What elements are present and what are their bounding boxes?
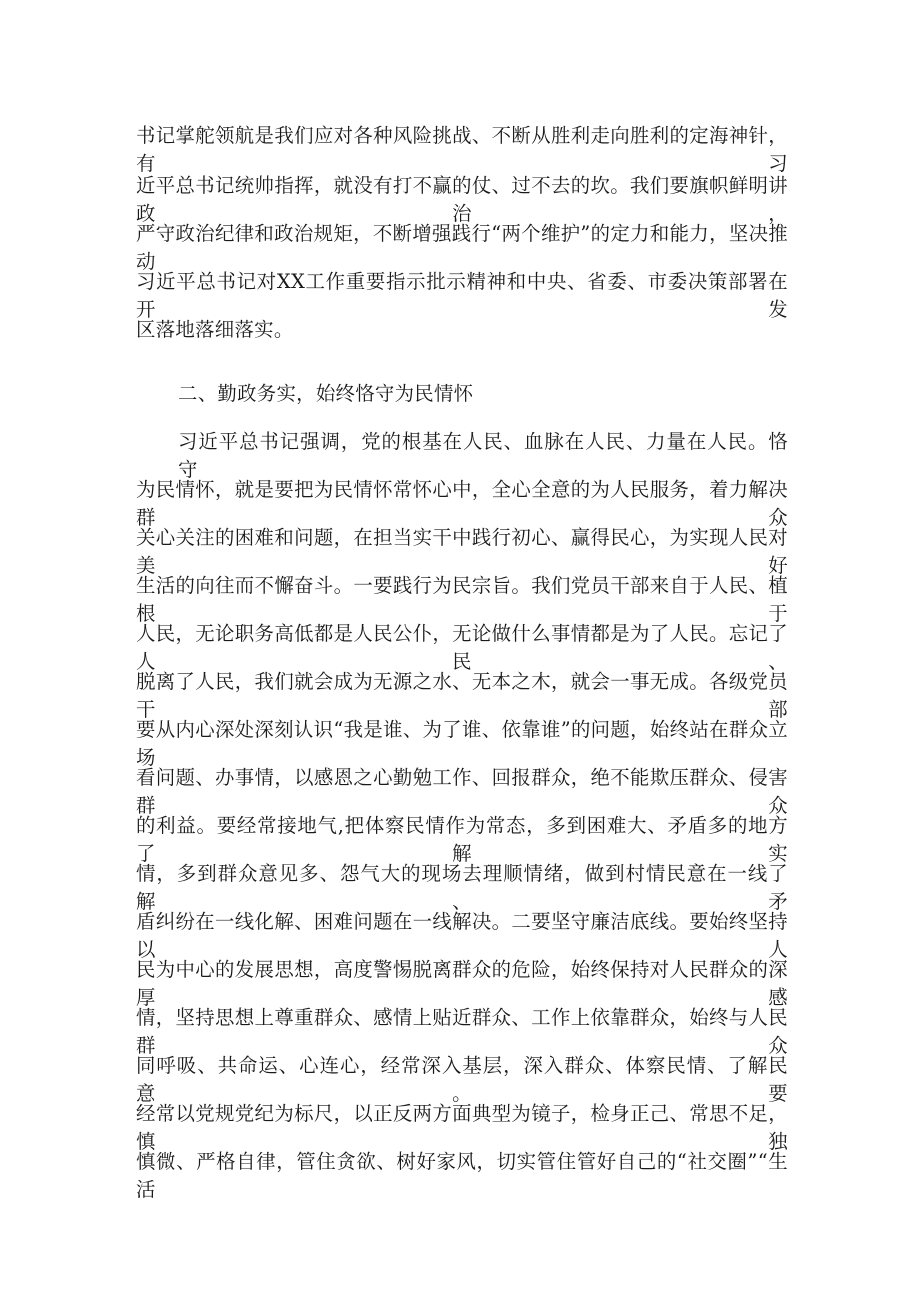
- paragraph2-line-3: 关心关注的困难和问题，在担当实干中践行初心、赢得民心，为实现人民对美好: [136, 526, 788, 577]
- paragraph1-line-3: 严守政治纪律和政治规矩，不断增强践行“两个维护”的定力和能力，坚决推动: [136, 222, 788, 273]
- paragraph2-line-9: 的利益。要经常接地气,把体察民情作为常态，多到困难大、矛盾多的地方了解实: [136, 814, 788, 865]
- paragraph2-line-6: 脱离了人民，我们就会成为无源之水、无本之木，就会一事无成。各级党员干部: [136, 670, 788, 721]
- paragraph2-line-12: 民为中心的发展思想，高度警惕脱离群众的危险，始终保持对人民群众的深厚感: [136, 958, 788, 1009]
- section-heading: 二、勤政务实，始终恪守为民情怀: [178, 382, 474, 405]
- paragraph1-line-5: 区落地落细落实。: [136, 318, 294, 341]
- paragraph2-line-1: 习近平总书记强调，党的根基在人民、血脉在人民、力量在人民。恪守: [178, 430, 788, 481]
- paragraph2-line-5: 人民，无论职务高低都是人民公仆，无论做什么事情都是为了人民。忘记了人民、: [136, 622, 788, 673]
- paragraph2-line-11: 盾纠纷在一线化解、困难问题在一线解决。二要坚守廉洁底线。要始终坚持以人: [136, 910, 788, 961]
- paragraph2-line-14: 同呼吸、共命运、心连心，经常深入基层，深入群众、体察民情、了解民意。要: [136, 1054, 788, 1105]
- paragraph1-line-2: 近平总书记统帅指挥，就没有打不赢的仗、过不去的坎。我们要旗帜鲜明讲政治，: [136, 174, 788, 225]
- paragraph2-line-13: 情，坚持思想上尊重群众、感情上贴近群众、工作上依靠群众，始终与人民群众: [136, 1006, 788, 1057]
- paragraph2-line-2: 为民情怀，就是要把为民情怀常怀心中，全心全意的为人民服务，着力解决群众: [136, 478, 788, 529]
- paragraph2-line-15: 经常以党规党纪为标尺，以正反两方面典型为镜子，检身正己、常思不足，慎独: [136, 1102, 788, 1153]
- paragraph2-line-7: 要从内心深处深刻认识“我是谁、为了谁、依靠谁”的问题，始终站在群众立场: [136, 718, 788, 769]
- paragraph1-line-4: 习近平总书记对XX工作重要指示批示精神和中央、省委、市委决策部署在开发: [136, 270, 788, 321]
- paragraph2-line-10: 情，多到群众意见多、怨气大的现场去理顺情绪，做到村情民意在一线了解、矛: [136, 862, 788, 913]
- paragraph2-line-8: 看问题、办事情，以感恩之心勤勉工作、回报群众，绝不能欺压群众、侵害群众: [136, 766, 788, 817]
- paragraph1-line-1: 书记掌舵领航是我们应对各种风险挑战、不断从胜利走向胜利的定海神针，有习: [136, 124, 788, 175]
- paragraph2-line-4: 生活的向往而不懈奋斗。一要践行为民宗旨。我们党员干部来自于人民、植根于: [136, 574, 788, 625]
- paragraph2-line-16: 慎微、严格自律，管住贪欲、树好家风，切实管住管好自己的“社交圈”“生活: [136, 1150, 788, 1201]
